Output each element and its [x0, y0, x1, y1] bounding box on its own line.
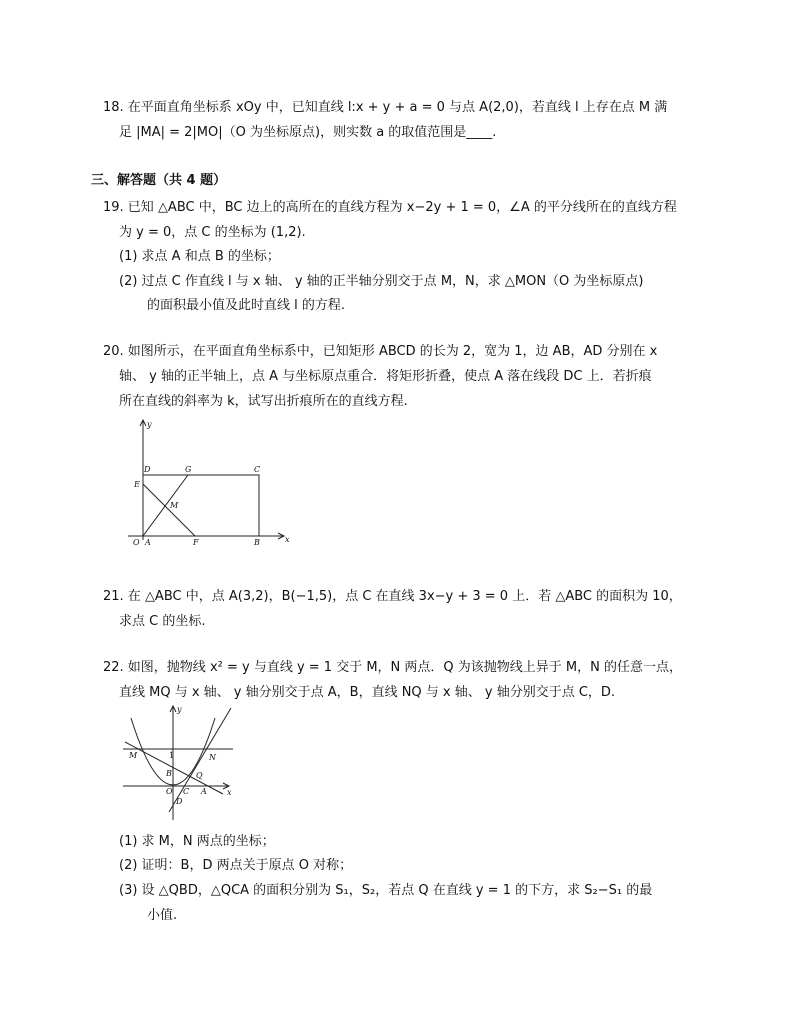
- label-q: Q: [196, 771, 203, 780]
- label-b: B: [166, 769, 172, 778]
- q20-line1: 20. 如图所示，在平面直角坐标系中，已知矩形 ABCD 的长为 2，宽为 1，边 AB，AD 分别在 x: [103, 344, 658, 359]
- q19-sub2a: (2) 过点 C 作直线 l 与 x 轴、 y 轴的正半轴分别交于点 M，N，求 △MON（O 为坐标原点): [119, 274, 644, 289]
- q20-line2: 轴、 y 轴的正半轴上，点 A 与坐标原点重合．将矩形折叠，使点 A 落在线段 DC 上．若折痕: [119, 369, 652, 384]
- label-a: A: [201, 787, 207, 796]
- q18-line1: 18. 在平面直角坐标系 xOy 中，已知直线 l:x + y + a = 0 与点 A(2,0)，若直线 l 上存在点 M 满: [103, 100, 668, 115]
- label-c: C: [183, 787, 190, 796]
- label-e: E: [134, 480, 140, 489]
- label-y: y: [177, 705, 182, 714]
- label-x: x: [227, 788, 232, 797]
- label-1: 1: [169, 751, 175, 760]
- label-y: y: [147, 420, 152, 429]
- q22-line2: 直线 MQ 与 x 轴、 y 轴分别交于点 A，B，直线 NQ 与 x 轴、 y 轴分别交于点 C，D.: [119, 685, 616, 700]
- q21-line2: 求点 C 的坐标.: [119, 614, 206, 629]
- q22-line1: 22. 如图，抛物线 x² = y 与直线 y = 1 交于 M，N 两点．Q 为该抛物线上异于 M，N 的任意一点，: [103, 660, 682, 675]
- label-b: B: [254, 538, 260, 547]
- q19-line1: 19. 已知 △ABC 中，BC 边上的高所在的直线方程为 x−2y + 1 = 0，∠A 的平分线所在的直线方程: [103, 200, 677, 215]
- parabola-figure: [117, 702, 239, 824]
- label-d: D: [144, 465, 151, 474]
- label-f: F: [193, 538, 199, 547]
- q19-sub1: (1) 求点 A 和点 B 的坐标；: [119, 249, 280, 264]
- q21-line1: 21. 在 △ABC 中，点 A(3,2)，B(−1,5)，点 C 在直线 3x−y + 3 = 0 上．若 △ABC 的面积为 10，: [103, 589, 682, 604]
- q22-sub2: (2) 证明：B，D 两点关于原点 O 对称；: [119, 858, 353, 873]
- label-g: G: [185, 465, 192, 474]
- q18-line2: 足 |MA| = 2|MO|（O 为坐标原点)，则实数 a 的取值范围是____.: [119, 125, 497, 140]
- rectangle-fold-figure: [118, 414, 298, 552]
- section-title: 三、解答题（共 4 题）: [91, 173, 227, 188]
- q22-sub3a: (3) 设 △QBD，△QCA 的面积分别为 S₁，S₂，若点 Q 在直线 y = 1 的下方，求 S₂−S₁ 的最: [119, 883, 653, 898]
- q22-sub3b: 小值.: [147, 908, 178, 923]
- label-o: O: [133, 538, 140, 547]
- label-m: M: [170, 501, 179, 510]
- q19-sub2b: 的面积最小值及此时直线 l 的方程.: [147, 298, 346, 313]
- q22-sub1: (1) 求 M，N 两点的坐标；: [119, 834, 275, 849]
- label-a: A: [145, 538, 151, 547]
- fold-line-ef: [143, 484, 195, 536]
- rectangle-abcd: [143, 475, 259, 536]
- label-c: C: [254, 465, 261, 474]
- q19-line2: 为 y = 0，点 C 的坐标为 (1,2).: [119, 225, 306, 240]
- q20-line3: 所在直线的斜率为 k，试写出折痕所在的直线方程.: [119, 394, 408, 409]
- label-m: M: [129, 751, 138, 760]
- label-x: x: [285, 535, 290, 544]
- label-d: D: [176, 797, 183, 806]
- label-n: N: [209, 753, 216, 762]
- label-o: O: [166, 787, 173, 796]
- segment-ag: [143, 475, 188, 536]
